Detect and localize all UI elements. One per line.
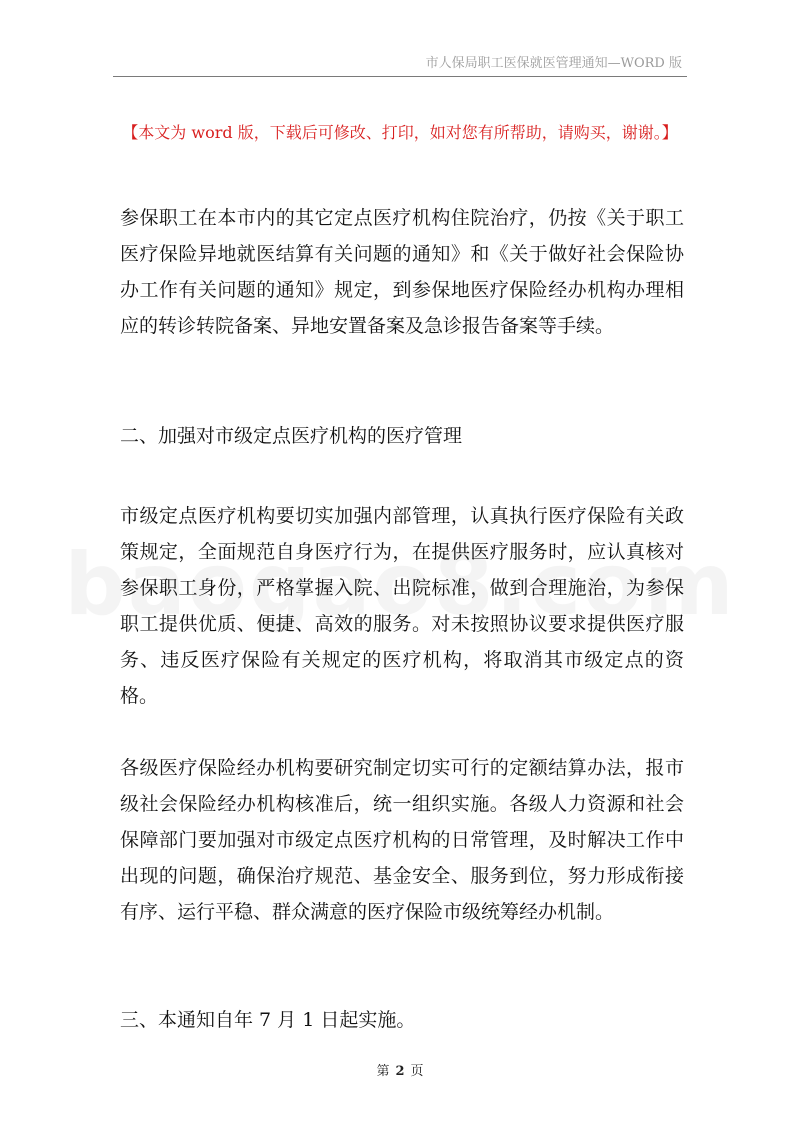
footer-prefix: 第 xyxy=(376,1064,390,1079)
paragraph-settlement-methods: 各级医疗保险经办机构要研究制定切实可行的定额结算办法，报市级社会保险经办机构核准后，统一组织实施。各级人力资源和社会保障部门要加强对市级定点医疗机构的日常管理，及时解决工作中出现的问题，确保治疗规范、基金安全、服务到位，努力形成衔接有序、运行平稳、群众满意的医疗保险市级统筹经办机制。 xyxy=(120,757,684,923)
footer-suffix: 页 xyxy=(410,1064,424,1079)
purchase-notice: 【本文为 word 版，下载后可修改、打印，如对您有所帮助，请购买，谢谢。】 xyxy=(122,123,678,142)
paragraph-referral-procedures: 参保职工在本市内的其它定点医疗机构住院治疗，仍按《关于职工医疗保险异地就医结算有关问题的通知》和《关于做好社会保险协办工作有关问题的通知》规定，到参保地医疗保险经办机构办理相应的转诊转院备案、异地安置备案及急诊报告备案等手续。 xyxy=(120,207,684,337)
section-heading-3: 三、本通知自年 7 月 1 日起实施。 xyxy=(120,1009,416,1031)
header-title: 市人保局职工医保就医管理通知—WORD 版 xyxy=(425,56,682,71)
header-divider xyxy=(113,76,687,77)
paragraph-hospital-management: 市级定点医疗机构要切实加强内部管理，认真执行医疗保险有关政策规定，全面规范自身医疗行为，在提供医疗服务时，应认真核对参保职工身份，严格掌握入院、出院标准，做到合理施治，为参保职工提供优质、便捷、高效的服务。对未按照协议要求提供医疗服务、违反医疗保险有关规定的医疗机构，将取消其市级定点的资格。 xyxy=(120,505,684,707)
section-heading-2: 二、加强对市级定点医疗机构的医疗管理 xyxy=(120,425,463,447)
page-footer xyxy=(0,1060,800,1079)
page-number: 2 xyxy=(395,1064,405,1079)
